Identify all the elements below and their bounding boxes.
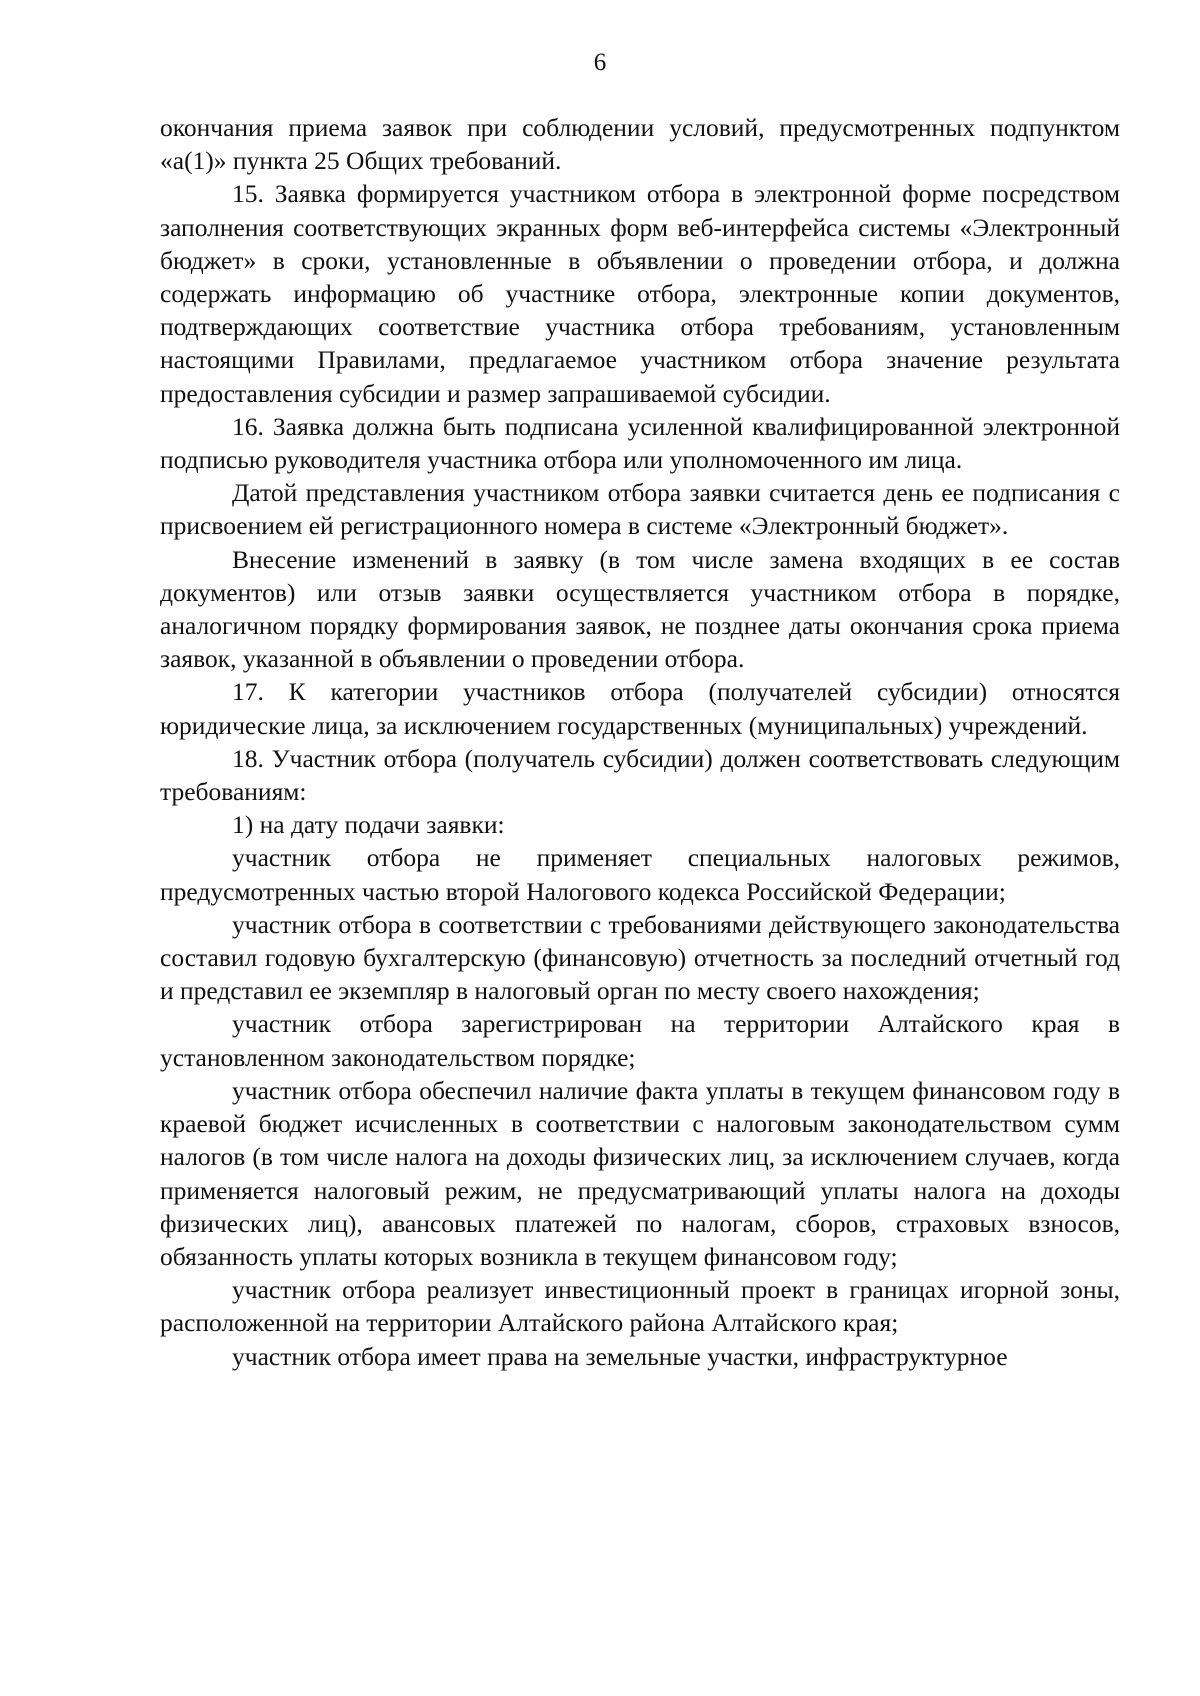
paragraph-requirement-land-rights: участник отбора имеет права на земельные участки, инфраструктурное	[232, 1341, 1008, 1371]
paragraph-requirement-tax-payment: участник отбора обеспечил наличие факта уплаты в текущем финансовом году в краевой бюджет исчисленных в соответствии с налоговым законодательством сумм налогов (в том числе налога на доходы физических лиц, за исключением случаев, когда применяется налоговый режим, не предусматривающий уплаты налога на доходы физических лиц), авансовых платежей по налогам, сборов, страховых взносов, обязанность уплаты которых возникла в текущем финансовом году;	[160, 1075, 1120, 1271]
paragraph-subitem-1: 1) на дату подачи заявки:	[232, 810, 505, 840]
paragraph-requirement-gambling-zone: участник отбора реализует инвестиционный проект в границах игорной зоны, расположенной на территории Алтайского района Алтайского края;	[160, 1275, 1120, 1338]
paragraph-item-18: 18. Участник отбора (получатель субсидии) должен соответствовать следующим требованиям:	[160, 743, 1120, 807]
paragraph-submission-date: Датой представления участником отбора заявки считается день ее подписания с присвоением ей регистрационного номера в системе «Электронный бюджет».	[160, 478, 1120, 541]
document-body	[160, 111, 1120, 1373]
paragraph-requirement-registration: участник отбора зарегистрирован на территории Алтайского края в установленном законодательством порядке;	[160, 1009, 1120, 1072]
paragraph-application-changes: Внесение изменений в заявку (в том числе замена входящих в ее состав документов) или отзыв заявки осуществляется участником отбора в порядке, аналогичном порядку формирования заявок, не позднее даты окончания срока приема заявок, указанной в объявлении о проведении отбора.	[160, 544, 1120, 674]
paragraph-item-17: 17. К категории участников отбора (получателей субсидии) относятся юридические лица, за исключением государственных (муниципальных) учреждений.	[160, 677, 1120, 740]
paragraph-requirement-financial-statements: участник отбора в соответствии с требованиями действующего законодательства составил годовую бухгалтерскую (финансовую) отчетность за последний отчетный год и представил ее экземпляр в налоговый орган по месту своего нахождения;	[160, 909, 1120, 1006]
page-number: 6	[593, 49, 607, 76]
paragraph-requirement-tax-regime: участник отбора не применяет специальных налоговых режимов, предусмотренных частью второй Налогового кодекса Российской Федерации;	[160, 843, 1120, 906]
paragraph-item-16: 16. Заявка должна быть подписана усиленной квалифицированной электронной подписью руководителя участника отбора или уполномоченного им лица.	[160, 411, 1120, 475]
paragraph-continuation: окончания приема заявок при соблюдении условий, предусмотренных подпунктом «а(1)» пункта 25 Общих требований.	[160, 113, 1120, 176]
paragraph-item-15: 15. Заявка формируется участником отбора в электронной форме посредством заполнения соответствующих экранных форм веб-интерфейса системы «Электронный бюджет» в сроки, установленные в объявлении о проведении отбора, и должна содержать информацию об участнике отбора, электронные копии документов, подтверждающих соответствие участника отбора требованиям, установленным настоящими Правилами, предлагаемое участником отбора значение результата предоставления субсидии и размер запрашиваемой субсидии.	[160, 179, 1120, 408]
